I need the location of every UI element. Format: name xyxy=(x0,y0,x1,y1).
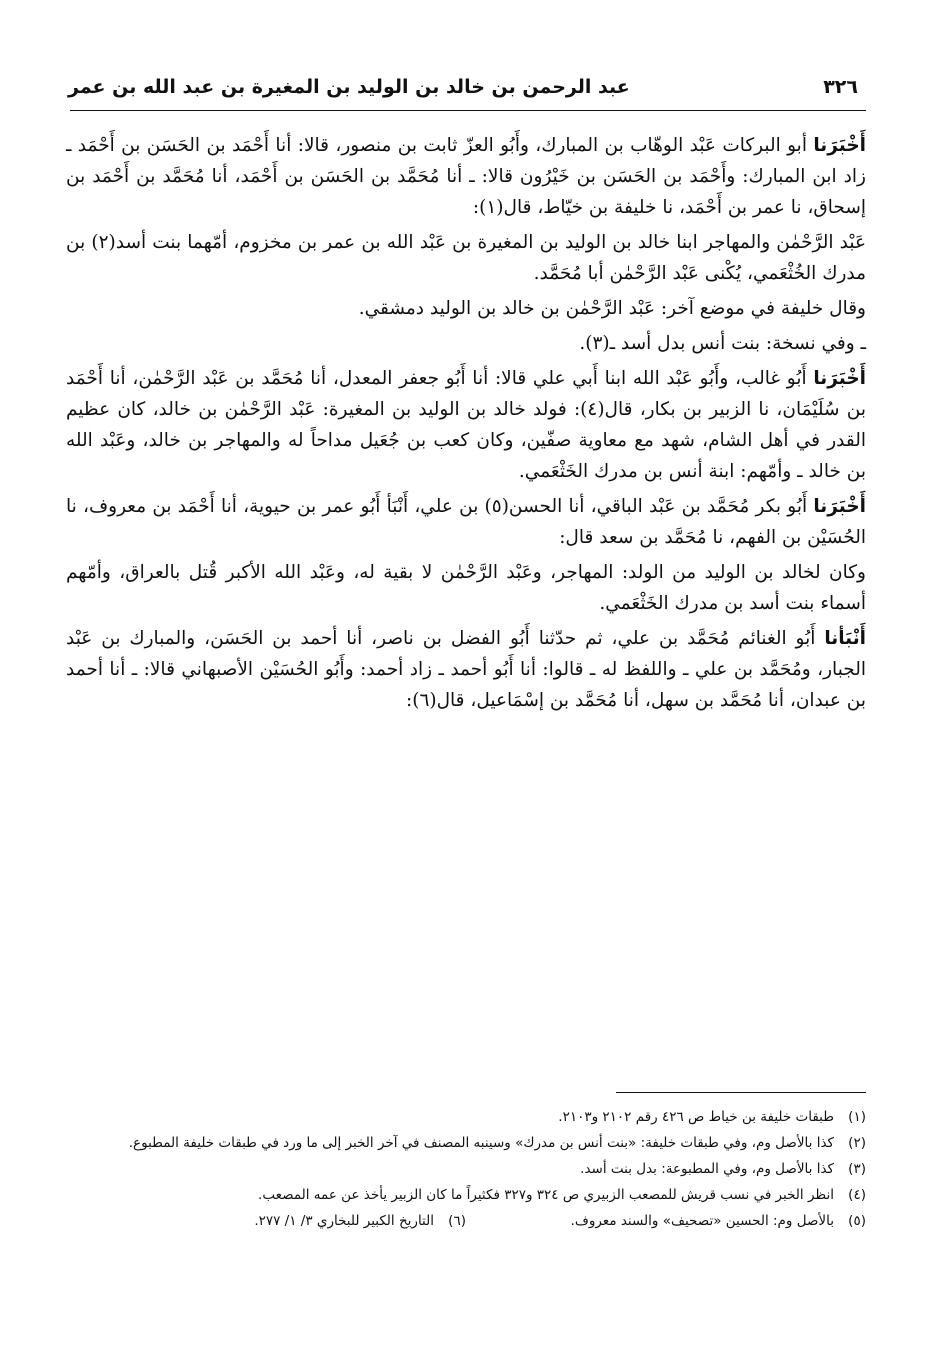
footnote-divider xyxy=(616,1092,866,1093)
paragraph-text: ـ وفي نسخة: بنت أنس بدل أسد ـ(٣). xyxy=(579,333,866,354)
footnote-text: طبقات خليفة بن خياط ص ٤٢٦ رقم ٢١٠٢ و٢١٠٣. xyxy=(558,1109,834,1125)
paragraph-text: وقال خليفة في موضع آخر: عَبْد الرَّحْمٰن بن خالد بن الوليد دمشقي. xyxy=(358,298,866,319)
footnote xyxy=(66,1106,866,1128)
footnote-number: (٦) xyxy=(448,1213,466,1229)
running-title: عبد الرحمن بن خالد بن الوليد بن المغيرة بن عبد الله بن عمر xyxy=(68,76,630,98)
paragraph-lead: أَنْبَأنا xyxy=(824,628,866,649)
page-number: ٣٢٦ xyxy=(823,76,858,98)
paragraph-text: أَبُو بكر مُحَمَّد بن عَبْد الباقي، أنا الحسن(٥) بن علي، أَنْبَأ أَبُو عمر بن حيوية، أنا أَحْمَد بن معروف، نا الحُسَيْن بن الفهم، نا مُحَمَّد بن سعد قال: xyxy=(66,496,866,548)
footnotes xyxy=(66,1106,866,1236)
footnote-number: (٢) xyxy=(848,1135,866,1151)
page-header xyxy=(68,70,858,104)
footnote xyxy=(66,1132,866,1154)
footnote-text: التاريخ الكبير للبخاري ٣/ ١/ ٢٧٧. xyxy=(254,1213,434,1229)
footnote xyxy=(66,1184,866,1206)
paragraph xyxy=(66,293,866,324)
paragraph-lead: أَخْبَرَنا xyxy=(813,368,866,389)
footnote-text: بالأصل وم: الحسين «تصحيف» والسند معروف. xyxy=(570,1213,834,1229)
paragraph xyxy=(66,130,866,223)
paragraph-text: عَبْد الرَّحْمٰن والمهاجر ابنا خالد بن الوليد بن المغيرة بن عَبْد الله بن عمر بن مخزوم، أمّهما بنت أسد(٢) بن مدرك الخُثْعَمي، يُكْنى عَبْد الرَّحْمٰن أبا مُحَمَّد. xyxy=(66,232,866,284)
paragraph xyxy=(66,491,866,553)
paragraph xyxy=(66,557,866,619)
footnote xyxy=(66,1158,866,1180)
footnote-text: كذا بالأصل وم، وفي المطبوعة: بدل بنت أسد. xyxy=(580,1161,834,1177)
paragraph xyxy=(66,227,866,289)
paragraph-lead: أَخْبَرَنا xyxy=(813,135,866,156)
footnote xyxy=(466,1210,866,1232)
footnote-number: (٤) xyxy=(848,1187,866,1203)
paragraph-text: وكان لخالد بن الوليد من الولد: المهاجر، وعَبْد الرَّحْمٰن لا بقية له، وعَبْد الله الأكبر قُتل بالعراق، وأمّهم أسماء بنت أسد بن مدرك الخَثْعَمي. xyxy=(66,562,866,614)
footnote-row xyxy=(66,1210,866,1236)
footnote-text: كذا بالأصل وم، وفي طبقات خليفة: «بنت أنس بن مدرك» وسينبه المصنف في آخر الخبر إلى ما ورد في طبقات خليفة المطبوع. xyxy=(128,1135,834,1151)
footnote xyxy=(66,1210,466,1232)
footnote-number: (٥) xyxy=(848,1213,866,1229)
footnote-number: (١) xyxy=(848,1109,866,1125)
paragraph-lead: أَخْبَرَنا xyxy=(813,496,866,517)
paragraph-text: أَبُو الغنائم مُحَمَّد بن علي، ثم حدّثنا أَبُو الفضل بن ناصر، أنا أحمد بن الحَسَن، والمبارك بن عَبْد الجبار، ومُحَمَّد بن علي ـ واللفظ له ـ قالوا: أنا أَبُو أحمد ـ زاد أحمد: وأَبُو الحُسَيْن الأصبهاني قالا: ـ أنا أحمد بن عبدان، أنا مُحَمَّد بن سهل، أنا مُحَمَّد بن إسْمَاعيل، قال(٦): xyxy=(66,628,866,711)
footnote-text: انظر الخبر في نسب قريش للمصعب الزبيري ص ٣٢٤ و٣٢٧ فكثيراً ما كان الزبير يأخذ عن عمه المصعب. xyxy=(258,1187,834,1203)
main-text xyxy=(66,130,866,720)
footnote-number: (٣) xyxy=(848,1161,866,1177)
paragraph-text: أَبُو غالب، وأَبُو عَبْد الله ابنا أَبي علي قالا: أنا أَبُو جعفر المعدل، أنا مُحَمَّد بن عَبْد الرَّحْمٰن، أنا أَحْمَد بن سُلَيْمَان، نا الزبير بن بكار، قال(٤): فولد خالد بن الوليد بن المغيرة: عَبْد الرَّحْمٰن بن خالد، كان عظيم القدر في أهل الشام، شهد مع معاوية صفّين، وكان كعب بن جُعَيل مداحاً له والمهاجر بن خالد، وعَبْد الله بن خالد ـ وأمّهم: ابنة أنس بن مدرك الخَثْعَمي. xyxy=(66,368,866,482)
paragraph xyxy=(66,623,866,716)
paragraph xyxy=(66,363,866,487)
paragraph xyxy=(66,328,866,359)
header-divider xyxy=(70,110,866,111)
paragraph-text: أبو البركات عَبْد الوهّاب بن المبارك، وأَبُو العزّ ثابت بن منصور، قالا: أنا أَحْمَد بن الحَسَن بن أَحْمَد ـ زاد ابن المبارك: وأَحْمَد بن الحَسَن بن خَيْرُون قالا: ـ أنا مُحَمَّد بن الحَسَن بن أَحْمَد، أنا مُحَمَّد بن أَحْمَد بن إسحاق، نا عمر بن أَحْمَد، نا خليفة بن خيّاط، قال(١): xyxy=(66,135,866,218)
